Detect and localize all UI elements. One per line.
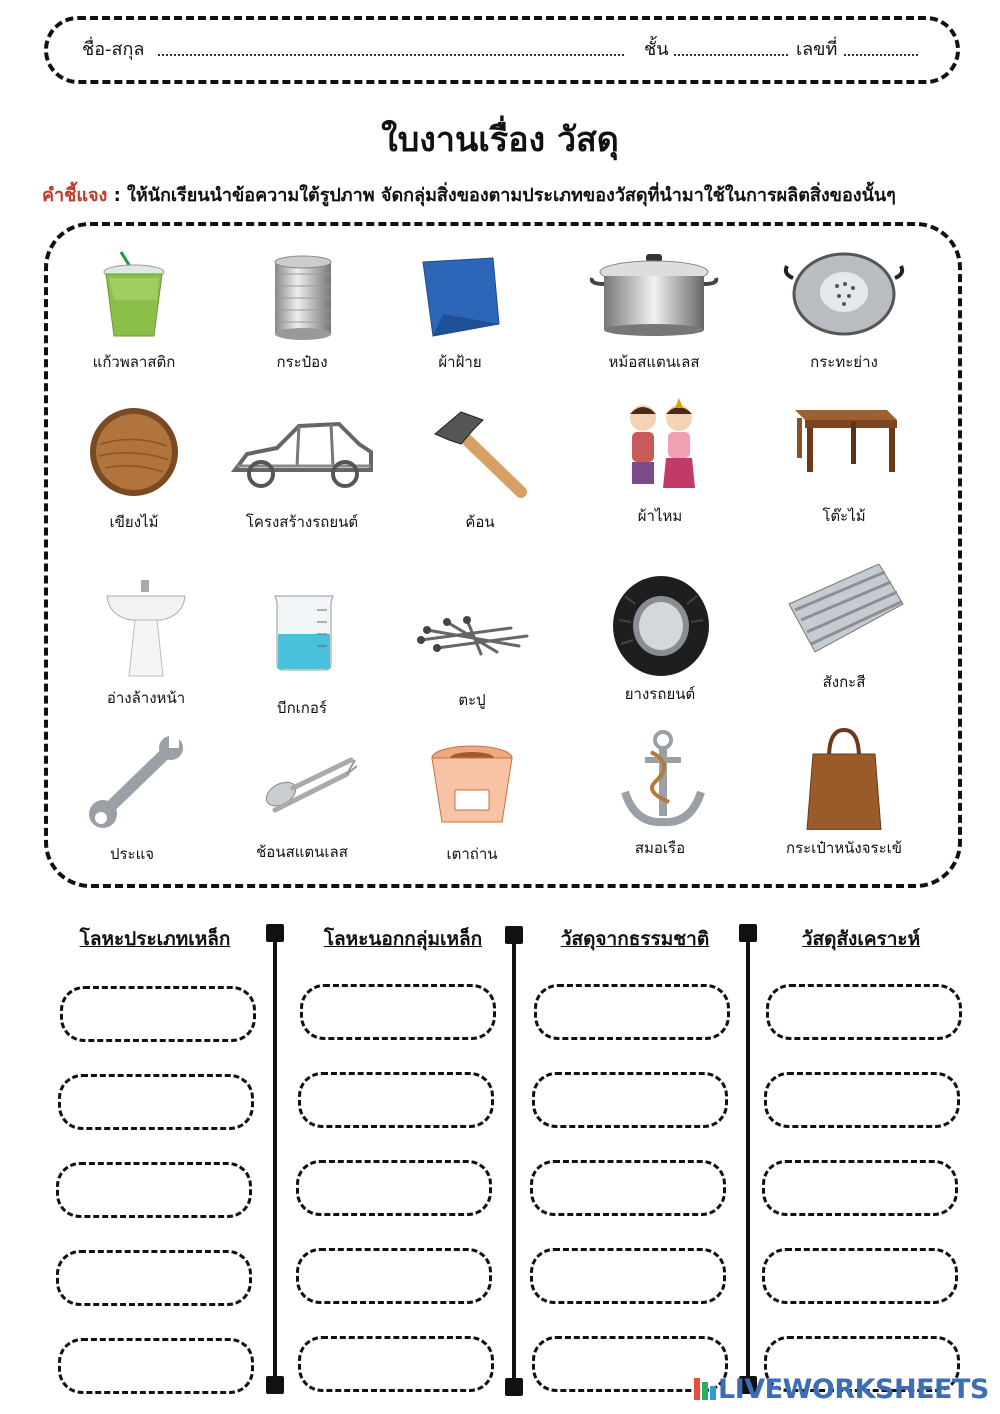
tin-can-icon — [247, 244, 357, 344]
item-card[interactable] — [222, 244, 382, 374]
item-label: ประแจ — [109, 845, 155, 863]
item-card[interactable] — [52, 736, 212, 866]
item-card[interactable] — [222, 734, 382, 864]
item-card[interactable] — [764, 398, 924, 528]
name-label: ชื่อ-สกุล — [82, 39, 145, 60]
item-label: กระเป๋าหนังจระเข้ — [785, 839, 902, 857]
answer-slot[interactable] — [296, 1248, 492, 1304]
name-blank[interactable] — [158, 54, 624, 56]
column-heading: วัสดุสังเคราะห์ — [801, 928, 921, 950]
watermark-text: LIVEWORKSHEETS — [718, 1374, 989, 1405]
item-card[interactable] — [574, 244, 734, 374]
answer-slot[interactable] — [60, 986, 256, 1042]
item-label: ผ้าไหม — [637, 507, 683, 525]
column-divider — [273, 932, 277, 1388]
plastic-cup-icon — [79, 244, 189, 344]
item-label: เตาถ่าน — [446, 845, 498, 863]
grill-pan-icon — [779, 244, 909, 344]
leather-bag-icon — [789, 726, 899, 830]
item-label: ค้อน — [465, 513, 495, 531]
column-heading: โลหะนอกกลุ่มเหล็ก — [323, 928, 483, 950]
silk-costume-icon — [605, 398, 715, 498]
zinc-sheet-icon — [779, 564, 909, 664]
item-label: เขียงไม้ — [109, 513, 159, 531]
item-card[interactable] — [392, 582, 552, 712]
instructions-text: : ให้นักเรียนนำข้อความใต้รูปภาพ จัดกลุ่มสิ่งของตามประเภทของวัสดุที่นำมาใช้ในการผลิตสิ่งของนั้นๆ — [107, 185, 896, 206]
answer-slot[interactable] — [766, 984, 962, 1040]
charcoal-stove-icon — [417, 736, 527, 836]
answer-slot[interactable] — [56, 1162, 252, 1218]
answer-slot[interactable] — [530, 1248, 726, 1304]
item-card[interactable] — [54, 404, 214, 534]
column-heading: วัสดุจากธรรมชาติ — [560, 928, 710, 950]
divider-end — [505, 1378, 523, 1396]
nails-icon — [407, 582, 537, 682]
liveworksheets-logo-icon — [694, 1378, 716, 1400]
instructions-label: คำชี้แจง — [42, 185, 108, 206]
item-label: โครงสร้างรถยนต์ — [245, 513, 359, 531]
instructions — [42, 180, 896, 209]
worksheet-title: ใบงานเรื่อง วัสดุ — [381, 120, 619, 160]
washbasin-icon — [91, 580, 201, 680]
answer-slot[interactable] — [532, 1072, 728, 1128]
item-label: อ่างล้างหน้า — [106, 689, 186, 707]
item-label: สมอเรือ — [634, 839, 686, 857]
beaker-icon — [247, 590, 357, 690]
answer-slot[interactable] — [58, 1338, 254, 1394]
item-label: กระป๋อง — [276, 353, 328, 371]
item-card[interactable] — [580, 398, 740, 528]
item-card[interactable] — [764, 564, 924, 694]
column-heading: โลหะประเภทเหล็ก — [79, 928, 231, 950]
tire-icon — [605, 576, 715, 676]
answer-slot[interactable] — [56, 1250, 252, 1306]
item-label: บีกเกอร์ — [277, 699, 327, 717]
class-label: ชั้น — [644, 39, 669, 60]
answer-slot[interactable] — [764, 1072, 960, 1128]
anchor-icon — [605, 730, 715, 830]
item-card[interactable] — [380, 244, 540, 374]
answer-slot[interactable] — [298, 1072, 494, 1128]
item-card[interactable] — [400, 404, 560, 534]
hammer-icon — [425, 404, 535, 504]
item-card[interactable] — [54, 244, 214, 374]
item-card[interactable] — [580, 730, 740, 860]
answer-slot[interactable] — [534, 984, 730, 1040]
wooden-table-icon — [789, 398, 899, 498]
number-label: เลขที่ — [796, 39, 838, 60]
answer-slot[interactable] — [300, 984, 496, 1040]
item-card[interactable] — [580, 576, 740, 706]
item-label: โต๊ะไม้ — [822, 507, 866, 525]
answer-slot[interactable] — [58, 1074, 254, 1130]
item-card[interactable] — [764, 244, 924, 374]
item-label: หม้อสแตนเลส — [608, 353, 700, 371]
class-blank[interactable] — [674, 54, 788, 56]
stainless-pot-icon — [584, 244, 724, 344]
item-label: ตะปู — [458, 691, 486, 709]
item-label: ผ้าฝ้าย — [438, 353, 482, 371]
divider-end — [266, 1376, 284, 1394]
answer-slot[interactable] — [530, 1160, 726, 1216]
item-label: ยางรถยนต์ — [624, 685, 696, 703]
item-label: กระทะย่าง — [810, 353, 878, 371]
item-card[interactable] — [222, 404, 382, 534]
liveworksheets-watermark — [694, 1374, 989, 1405]
number-blank[interactable] — [844, 54, 918, 56]
divider-end — [505, 926, 523, 944]
wooden-board-icon — [79, 404, 189, 504]
item-card[interactable] — [764, 726, 924, 860]
divider-end — [266, 924, 284, 942]
answer-slot[interactable] — [762, 1248, 958, 1304]
car-frame-icon — [227, 404, 377, 504]
answer-slot[interactable] — [762, 1160, 958, 1216]
column-divider — [746, 932, 750, 1388]
item-label: แก้วพลาสติก — [92, 353, 176, 371]
item-card[interactable] — [222, 590, 382, 720]
answer-slot[interactable] — [298, 1336, 494, 1392]
wrench-icon — [77, 736, 187, 836]
column-divider — [512, 932, 516, 1388]
item-label: สังกะสี — [822, 673, 866, 691]
item-card[interactable] — [392, 736, 552, 866]
divider-end — [739, 924, 757, 942]
spoon-fork-icon — [247, 734, 357, 834]
cotton-cloth-icon — [405, 244, 515, 344]
item-card[interactable] — [66, 580, 226, 710]
item-label: ช้อนสแตนเลส — [256, 843, 348, 861]
answer-slot[interactable] — [296, 1160, 492, 1216]
